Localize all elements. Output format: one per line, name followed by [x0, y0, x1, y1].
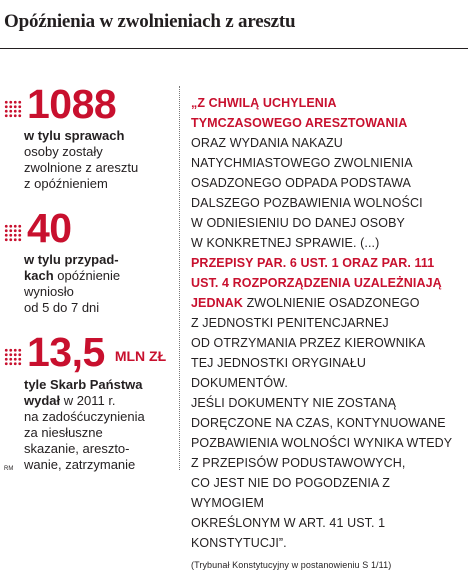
- quote-line: ORAZ WYDANIA NAKAZU: [191, 136, 343, 150]
- stat-bold-text: w tylu sprawach: [24, 128, 125, 143]
- stat-block-1: [4, 82, 174, 192]
- stat-line: osoby zostały: [24, 144, 103, 159]
- red-dot-grid-icon: [4, 348, 22, 366]
- stat-number: 1088: [27, 81, 117, 127]
- red-dot-grid-icon: [4, 224, 22, 242]
- quote-line: PRZEPISY PAR. 6 UST. 1 ORAZ PAR. 111: [191, 256, 435, 270]
- stat-bold-text: kach: [24, 268, 54, 283]
- stat-unit: MLN ZŁ: [114, 348, 167, 364]
- stat-number: 40: [27, 205, 72, 251]
- quote-line: W KONKRETNEJ SPRAWIE. (...): [191, 236, 380, 250]
- quote-line: UST. 4 ROZPORZĄDZENIA UZALEŻNIAJĄ: [191, 276, 442, 290]
- quote-line: NATYCHMIASTOWEGO ZWOLNIENIA: [191, 156, 413, 170]
- stat-line: zwolnione z aresztu: [24, 160, 139, 175]
- quote-line: DORĘCZONE NA CZAS, KONTYNUOWANE: [191, 416, 446, 430]
- quote-line: W ODNIESIENIU DO DANEJ OSOBY: [191, 216, 405, 230]
- quote-line: Z JEDNOSTKI PENITENCJARNEJ: [191, 316, 389, 330]
- stat-block-3: [4, 330, 174, 473]
- quote-line: TEJ JEDNOSTKI ORYGINAŁU DOKUMENTÓW.: [191, 356, 367, 390]
- column-divider: [179, 86, 180, 470]
- stat-bold-text: tyle Skarb Państwa: [24, 377, 143, 392]
- stat-line: w 2011 r.: [63, 393, 116, 408]
- quote-line: TYMCZASOWEGO ARESZTOWANIA: [191, 116, 408, 130]
- stat-bold-text: w tylu przypad-: [24, 252, 119, 267]
- stat-description: [24, 377, 174, 473]
- quote-line: ZWOLNIENIE OSADZONEGO: [243, 296, 420, 310]
- author-credit: RM: [4, 466, 14, 472]
- quote-line: OKREŚLONYM W ART. 41 UST. 1 KONSTYTUCJI”.: [191, 516, 386, 550]
- quote-line: JEŚLI DOKUMENTY NIE ZOSTANĄ: [191, 396, 397, 410]
- quote-line: „Z CHWILĄ UCHYLENIA: [191, 96, 337, 110]
- stat-description: [24, 252, 174, 316]
- stat-line: opóźnienie: [57, 268, 121, 283]
- quote-line: POZBAWIENIA WOLNOŚCI WYNIKA WTEDY: [191, 436, 453, 450]
- red-dot-grid-icon: [4, 100, 22, 118]
- quote-source: (Trybunał Konstytucyjny w postanowieniu S 1/11): [191, 560, 392, 570]
- quote-line: CO JEST NIE DO POGODZENIA Z WYMOGIEM: [191, 476, 391, 510]
- stat-line: wyniosło: [24, 284, 74, 299]
- stat-bold-text: wydał: [24, 393, 61, 408]
- stat-line: wanie, zatrzymanie: [24, 457, 136, 472]
- stat-block-2: [4, 206, 174, 316]
- quote-line: OD OTRZYMANIA PRZEZ KIEROWNIKA: [191, 336, 426, 350]
- title-divider: [0, 48, 468, 49]
- quote-highlight: JEDNAK: [191, 296, 243, 310]
- stat-line: na zadośćuczynienia: [24, 409, 145, 424]
- court-quote: [191, 93, 466, 575]
- stat-number: 13,5: [27, 329, 105, 375]
- stat-line: skazanie, areszto-: [24, 441, 130, 456]
- stat-line: od 5 do 7 dni: [24, 300, 100, 315]
- stat-line: za niesłuszne: [24, 425, 103, 440]
- quote-line: DALSZEGO POZBAWIENIA WOLNOŚCI: [191, 196, 423, 210]
- page-title: Opóźnienia w zwolnieniach z aresztu: [4, 11, 296, 32]
- quote-line: Z PRZEPISÓW PODUSTAWOWYCH,: [191, 456, 406, 470]
- quote-line: OSADZONEGO ODPADA PODSTAWA: [191, 176, 411, 190]
- stat-line: z opóźnieniem: [24, 176, 108, 191]
- stat-description: [24, 128, 174, 192]
